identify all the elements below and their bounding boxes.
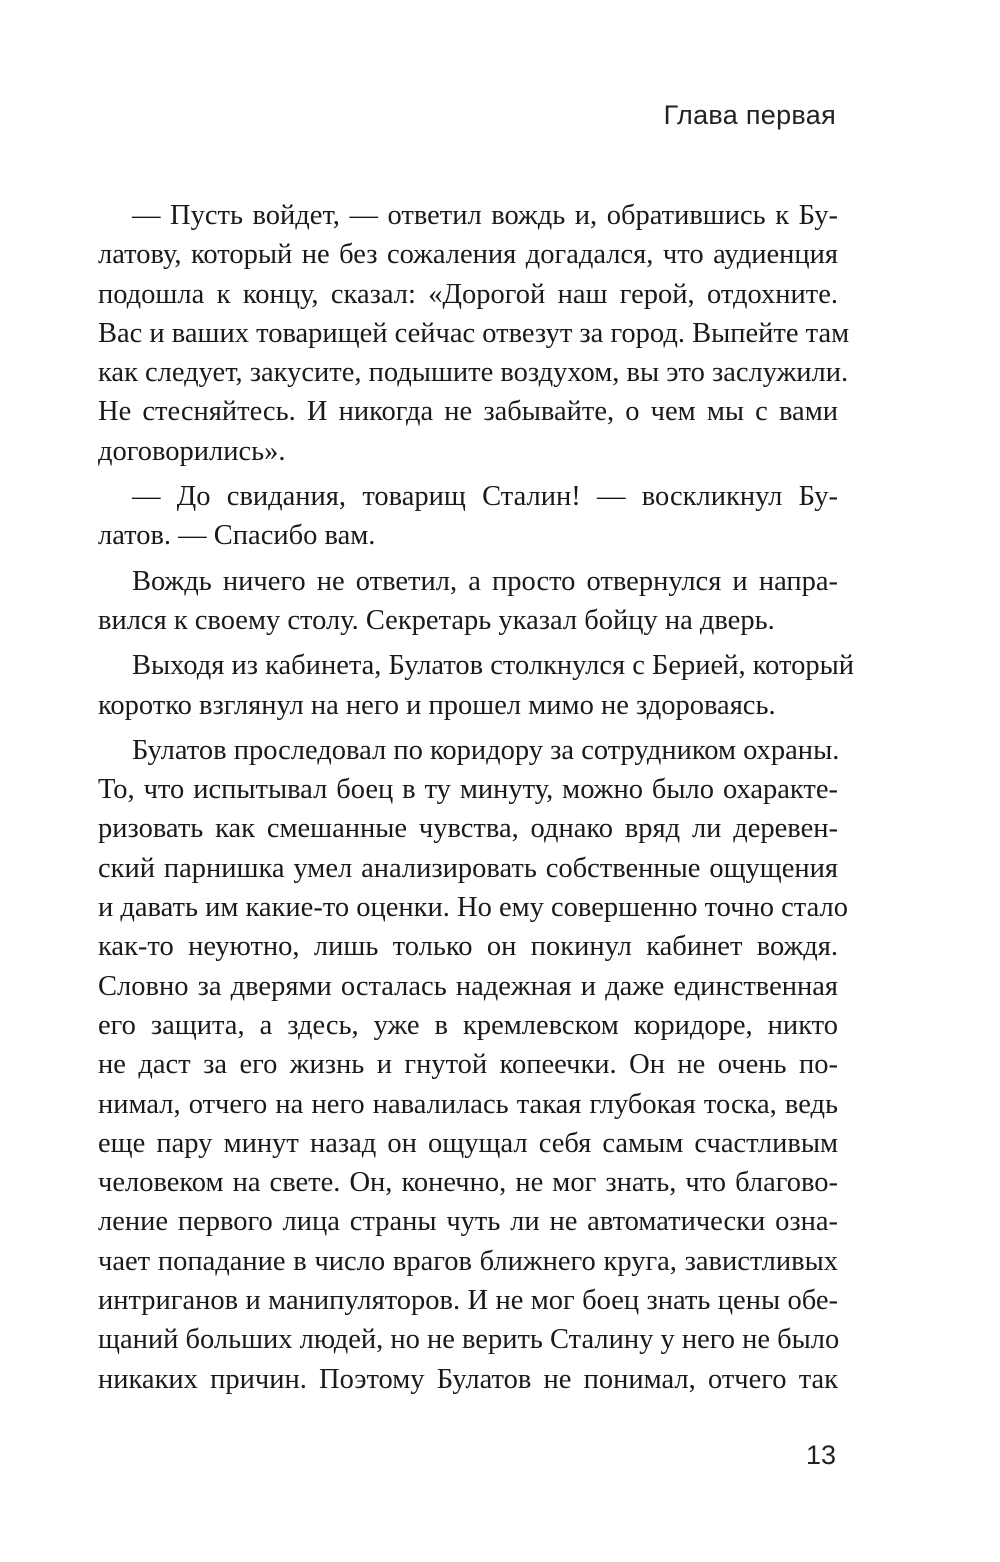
- text-line: нимал, отчего на него навалилась такая глубокая тоска, ведь: [98, 1088, 838, 1120]
- text-line: ление первого лица страны чуть ли не автоматически озна-: [98, 1206, 838, 1238]
- paragraph: [98, 196, 850, 471]
- text-line: чает попадание в число врагов ближнего круга, завистливых: [98, 1245, 838, 1277]
- text-line: как следует, закусите, подышите воздухом, вы это заслужили.: [98, 357, 849, 389]
- text-line: ский парнишка умел анализировать собственные ощущения: [98, 852, 838, 884]
- text-line: и давать им какие-то оценки. Но ему совершенно точно стало: [98, 892, 848, 924]
- text-line: Булатов проследовал по коридору за сотрудником охраны.: [132, 734, 840, 766]
- text-line: вился к своему столу. Секретарь указал бойцу на дверь.: [98, 604, 775, 636]
- page-number: 13: [805, 1440, 836, 1470]
- text-line: Словно за дверями осталась надежная и даже единственная: [98, 970, 838, 1002]
- paragraph: [98, 562, 838, 641]
- text-line: Вождь ничего не ответил, а просто отвернулся и напра-: [132, 565, 838, 597]
- text-line: щаний больших людей, но не верить Сталину у него не было: [98, 1324, 840, 1356]
- text-line: латову, который не без сожаления догадался, что аудиенция: [98, 239, 838, 271]
- text-line: интриганов и манипуляторов. И не мог боец знать цены обе-: [98, 1285, 838, 1317]
- text-line: — Пусть войдет, — ответил вождь и, обратившись к Бу-: [132, 200, 838, 231]
- text-line: его защита, а здесь, уже в кремлевском коридоре, никто: [98, 1009, 838, 1041]
- text-line: не даст за его жизнь и гнутой копеечки. Он не очень по-: [98, 1049, 838, 1081]
- paragraph: [98, 646, 854, 725]
- text-line: договорились».: [98, 435, 286, 467]
- paragraph: [98, 731, 848, 1399]
- text-line: коротко взглянул на него и прошел мимо не здороваясь.: [98, 689, 776, 721]
- text-line: латов. — Спасибо вам.: [98, 520, 376, 552]
- running-header: Глава первая: [663, 100, 836, 130]
- text-line: как-то неуютно, лишь только он покинул кабинет вождя.: [98, 931, 838, 963]
- text-line: никаких причин. Поэтому Булатов не понимал, отчего так: [98, 1363, 838, 1395]
- text-line: То, что испытывал боец в ту минуту, можно было охаракте-: [98, 774, 838, 806]
- paragraph: [98, 477, 838, 556]
- text-line: подошла к концу, сказал: «Дорогой наш герой, отдохните.: [98, 278, 838, 310]
- text-line: ризовать как смешанные чувства, однако вряд ли деревен-: [98, 813, 838, 845]
- text-line: человеком на свете. Он, конечно, не мог знать, что благово-: [98, 1167, 838, 1199]
- text-line: Не стесняйтесь. И никогда не забывайте, о чем мы с вами: [98, 396, 838, 428]
- body-text: [98, 196, 854, 1405]
- text-line: еще пару минут назад он ощущал себя самым счастливым: [98, 1127, 838, 1159]
- text-line: — До свидания, товарищ Сталин! — воскликнул Бу-: [132, 481, 838, 513]
- text-line: Выходя из кабинета, Булатов столкнулся с Берией, который: [132, 650, 854, 682]
- text-line: Вас и ваших товарищей сейчас отвезут за город. Выпейте там: [98, 317, 850, 349]
